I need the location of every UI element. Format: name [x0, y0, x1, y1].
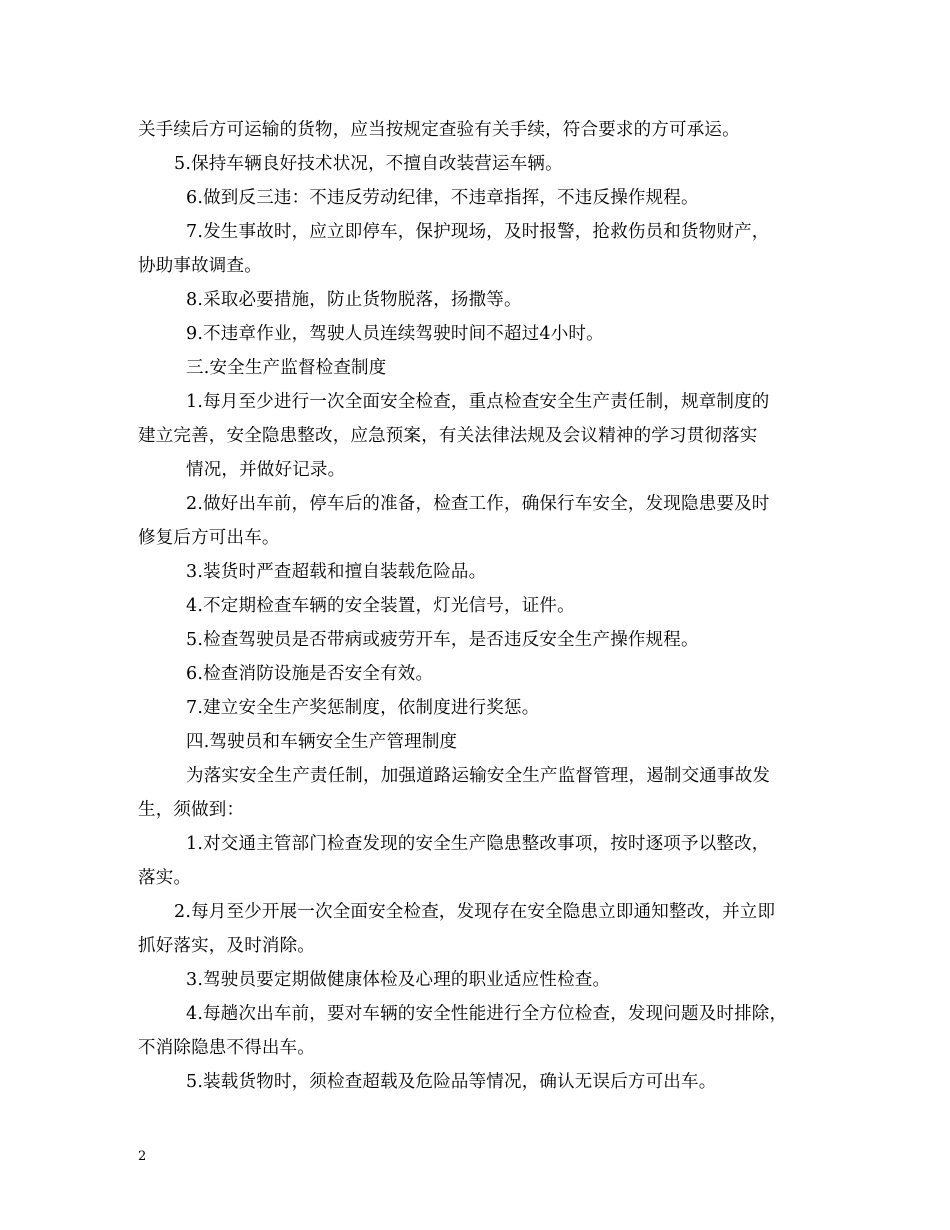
text-line: 情况，并做好记录。 — [186, 460, 346, 480]
text-line: 5.保持车辆良好技术状况，不擅自改装营运车辆。 — [174, 154, 563, 174]
text-line: 关手续后方可运输的货物，应当按规定查验有关手续，符合要求的方可承运。 — [138, 120, 740, 140]
text-line: 5.检查驾驶员是否带病或疲劳开车，是否违反安全生产操作规程。 — [186, 630, 699, 650]
text-line: 3.装货时严查超载和擅自装载危险品。 — [186, 562, 487, 582]
text-line: 修复后方可出车。 — [138, 528, 280, 548]
section-heading: 三.安全生产监督检查制度 — [186, 358, 387, 378]
text-line: 2.做好出车前，停车后的准备，检查工作，确保行车安全，发现隐患要及时 — [186, 494, 770, 514]
text-line: 9.不违章作业，驾驶人员连续驾驶时间不超过4小时。 — [186, 324, 604, 344]
text-line: 生，须做到： — [138, 800, 245, 820]
text-line: 协助事故调查。 — [138, 256, 262, 276]
text-line: 7.建立安全生产奖惩制度，依制度进行奖惩。 — [186, 698, 540, 718]
text-line: 抓好落实，及时消除。 — [138, 936, 315, 956]
text-line: 3.驾驶员要定期做健康体检及心理的职业适应性检查。 — [186, 970, 611, 990]
text-line: 不消除隐患不得出车。 — [138, 1038, 315, 1058]
page-number: 2 — [138, 1149, 147, 1164]
text-line: 4.每趟次出车前，要对车辆的安全性能进行全方位检查，发现问题及时排除， — [186, 1004, 788, 1024]
text-line: 建立完善，安全隐患整改，应急预案，有关法律法规及会议精神的学习贯彻落实 — [138, 426, 758, 446]
text-line: 为落实安全生产责任制，加强道路运输安全生产监督管理，遏制交通事故发 — [186, 766, 771, 786]
section-heading: 四.驾驶员和车辆安全生产管理制度 — [186, 732, 458, 752]
text-line: 1.每月至少进行一次全面安全检查，重点检查安全生产责任制，规章制度的 — [186, 392, 770, 412]
text-line: 6.检查消防设施是否安全有效。 — [186, 664, 434, 684]
text-line: 1.对交通主管部门检查发现的安全生产隐患整改事项，按时逐项予以整改， — [186, 834, 770, 854]
text-line: 7.发生事故时，应立即停车，保护现场，及时报警，抢救伤员和货物财产， — [186, 222, 770, 242]
text-line: 2.每月至少开展一次全面安全检查，发现存在安全隐患立即通知整改，并立即 — [174, 902, 776, 922]
text-line: 落实。 — [138, 868, 192, 888]
text-line: 6.做到反三违：不违反劳动纪律，不违章指挥，不违反操作规程。 — [186, 188, 699, 208]
text-line: 5.装载货物时，须检查超载及危险品等情况，确认无误后方可出车。 — [186, 1072, 717, 1092]
text-line: 8.采取必要措施，防止货物脱落，扬撒等。 — [186, 290, 522, 310]
text-line: 4.不定期检查车辆的安全装置，灯光信号，证件。 — [186, 596, 575, 616]
